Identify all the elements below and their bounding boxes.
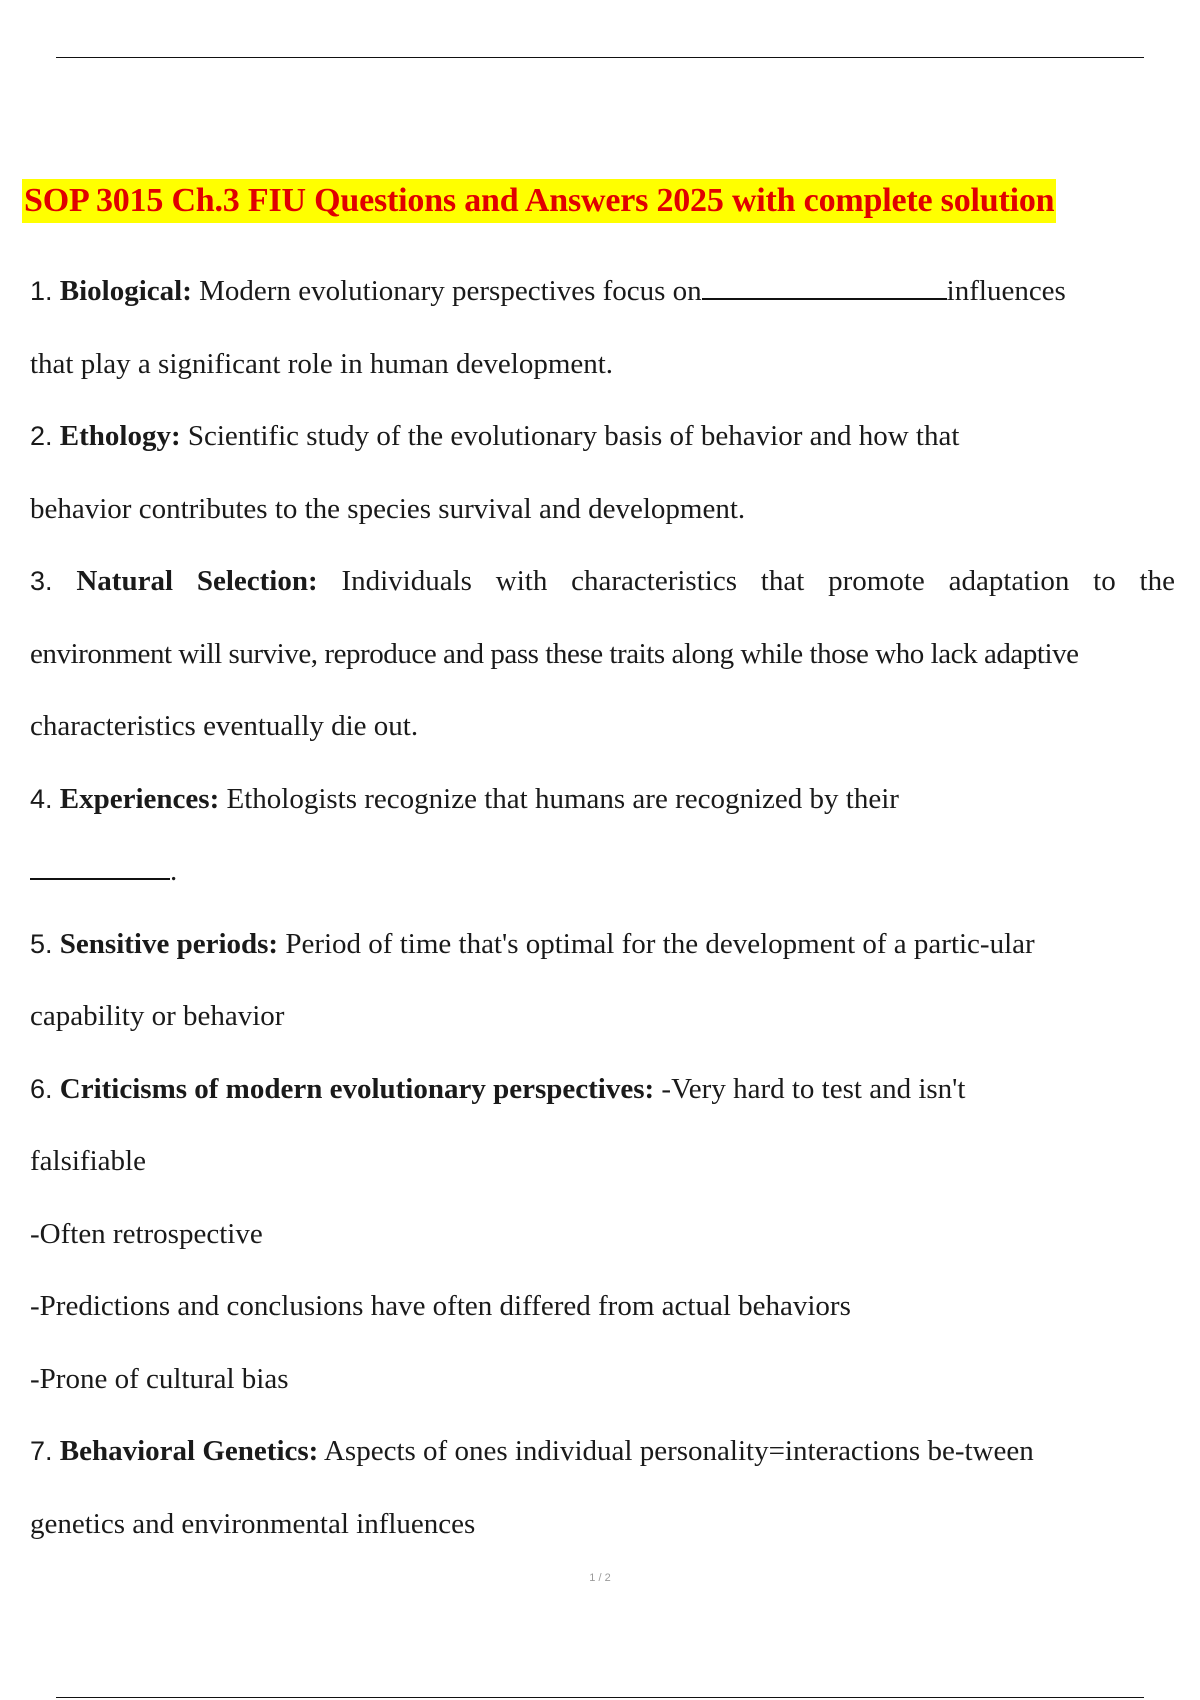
- item-continuation: [30, 835, 1175, 908]
- top-rule: [56, 57, 1144, 58]
- item-bullet: -Prone of cultural bias: [30, 1362, 289, 1395]
- list-item: [30, 255, 1175, 328]
- list-item: [30, 908, 1175, 981]
- item-text: Individuals with characteristics that promote adaptation to the: [317, 565, 1175, 597]
- fill-in-blank: [702, 276, 947, 300]
- item-number: 6.: [30, 1073, 53, 1104]
- item-number: 3.: [30, 566, 53, 596]
- list-item: [30, 545, 1175, 618]
- item-term: Experiences:: [59, 782, 220, 815]
- item-number: 7.: [30, 1436, 53, 1466]
- list-item: [30, 400, 1175, 473]
- item-continuation: behavior contributes to the species survival and development.: [30, 492, 746, 525]
- item-text: Modern evolutionary perspectives focus on: [191, 275, 702, 307]
- item-bullet: -Predictions and conclusions have often differed from actual behaviors: [30, 1290, 851, 1322]
- item-text: Scientific study of the evolutionary basis of behavior and how that: [180, 420, 960, 452]
- item-term: Biological:: [59, 275, 192, 307]
- item-term: Criticisms of modern evolutionary perspectives:: [59, 1072, 655, 1105]
- item-term: Behavioral Genetics:: [59, 1435, 319, 1467]
- item-text: Period of time that's optimal for the development of a partic-ular: [278, 927, 1035, 960]
- list-item: [30, 763, 1175, 836]
- item-bullet: -Often retrospective: [30, 1217, 263, 1250]
- item-number: 5.: [30, 928, 53, 959]
- document-title: SOP 3015 Ch.3 FIU Questions and Answers 2025 with complete solution: [22, 179, 1056, 223]
- item-text: Aspects of ones individual personality=interactions be-tween: [318, 1435, 1034, 1467]
- document-body: [30, 255, 1175, 1560]
- list-item: [30, 1053, 1175, 1126]
- item-text-after-blank: influences: [946, 275, 1066, 307]
- item-text: Ethologists recognize that humans are recognized by their: [219, 782, 899, 815]
- page-number: 1 / 2: [589, 1572, 611, 1584]
- item-continuation: genetics and environmental influences: [30, 1507, 476, 1540]
- fill-in-blank: [30, 856, 170, 880]
- item-continuation: capability or behavior: [30, 1000, 285, 1032]
- item-text: -Very hard to test and isn't: [654, 1072, 966, 1105]
- item-continuation: environment will survive, reproduce and pass these traits along while those who lack adaptive: [30, 637, 1079, 670]
- item-number: 2.: [30, 421, 53, 451]
- item-number: 4.: [30, 783, 53, 814]
- list-item: [30, 1415, 1175, 1488]
- item-term: Ethology:: [59, 420, 181, 452]
- item-number: 1.: [30, 276, 53, 306]
- item-term: Natural Selection:: [76, 565, 318, 597]
- item-continuation: characteristics eventually die out.: [30, 710, 419, 742]
- bottom-rule: [56, 1697, 1144, 1698]
- item-text-after-blank: .: [170, 855, 178, 887]
- item-continuation: falsifiable: [30, 1145, 146, 1177]
- item-continuation: that play a significant role in human development.: [30, 347, 614, 380]
- item-term: Sensitive periods:: [59, 927, 279, 960]
